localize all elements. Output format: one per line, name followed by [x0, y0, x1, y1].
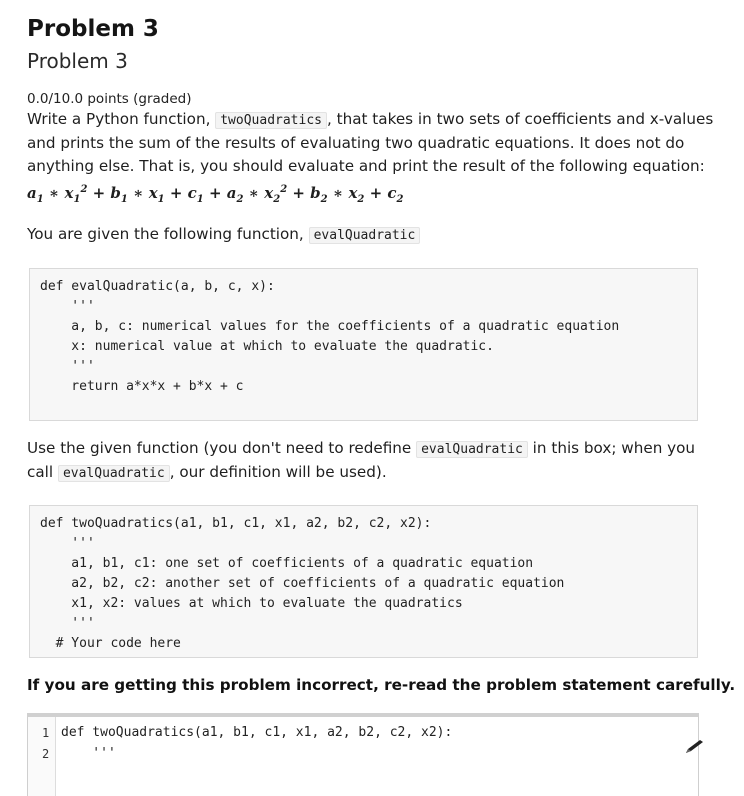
- pencil-icon[interactable]: [683, 739, 705, 755]
- code-line: ''': [40, 616, 95, 631]
- code-block-evalquadratic: [29, 268, 698, 421]
- code-line: x1, x2: values at which to evaluate the quadratics: [40, 596, 463, 611]
- usage-text: [27, 437, 717, 485]
- code-line: # Your code here: [40, 636, 181, 651]
- code-line: def evalQuadratic(a, b, c, x):: [40, 279, 275, 294]
- code-line: a, b, c: numerical values for the coefficients of a quadratic equation: [40, 319, 620, 334]
- code-line: ''': [40, 536, 95, 551]
- code-block-twoquadratics: [29, 505, 698, 658]
- warning-text: If you are getting this problem incorrect, re-read the problem statement carefully.: [27, 676, 736, 694]
- line-number: 1: [42, 726, 50, 740]
- code-line: a2, b2, c2: another set of coefficients of a quadratic equation: [40, 576, 565, 591]
- given-text: [27, 225, 420, 243]
- given-label: You are given the following function,: [27, 225, 309, 243]
- description-text-1: Write a Python function,: [27, 110, 216, 128]
- editor-line[interactable]: def twoQuadratics(a1, b1, c1, x1, a2, b2, c2, x2):: [61, 725, 453, 740]
- editor-line[interactable]: ''': [61, 746, 116, 761]
- code-line: ''': [40, 299, 95, 314]
- code-line: def twoQuadratics(a1, b1, c1, x1, a2, b2, c2, x2):: [40, 516, 432, 531]
- usage-part-1: Use the given function (you don't need to redefine: [27, 439, 417, 457]
- problem-subtitle: Problem 3: [27, 49, 128, 73]
- func-name-evalquadratic: evalQuadratic: [309, 227, 421, 244]
- description-text-2: , that takes in two sets of coefficients and x-values and prints the sum of the results of evaluating two quadratic equations. It does not do anything else. That is, you should evaluate and print the result of the following equation:: [27, 110, 714, 175]
- equation: $a_1$ ∗ $x_1^2 + b_1$ ∗ $x_1 + c_1 + a_2$ ∗ $x_2^2 + b_2$ ∗ $x_2 + c_2$: [27, 184, 404, 205]
- code-editor[interactable]: [27, 717, 699, 796]
- usage-part-3: , our definition will be used).: [169, 463, 387, 481]
- problem-description: [27, 108, 717, 211]
- code-line: ''': [40, 359, 95, 374]
- points-status: 0.0/10.0 points (graded): [27, 91, 192, 107]
- func-name-evalquadratic: evalQuadratic: [58, 465, 170, 482]
- func-name-evalquadratic: evalQuadratic: [416, 441, 528, 458]
- func-name-twoquadratics: twoQuadratics: [215, 112, 327, 129]
- line-number: 2: [42, 747, 50, 761]
- code-line: return a*x*x + b*x + c: [40, 379, 244, 394]
- code-line: x: numerical value at which to evaluate the quadratic.: [40, 339, 494, 354]
- code-line: a1, b1, c1: one set of coefficients of a quadratic equation: [40, 556, 534, 571]
- page-title: Problem 3: [27, 16, 159, 42]
- usage-part-2: in this box; when you call: [27, 439, 696, 481]
